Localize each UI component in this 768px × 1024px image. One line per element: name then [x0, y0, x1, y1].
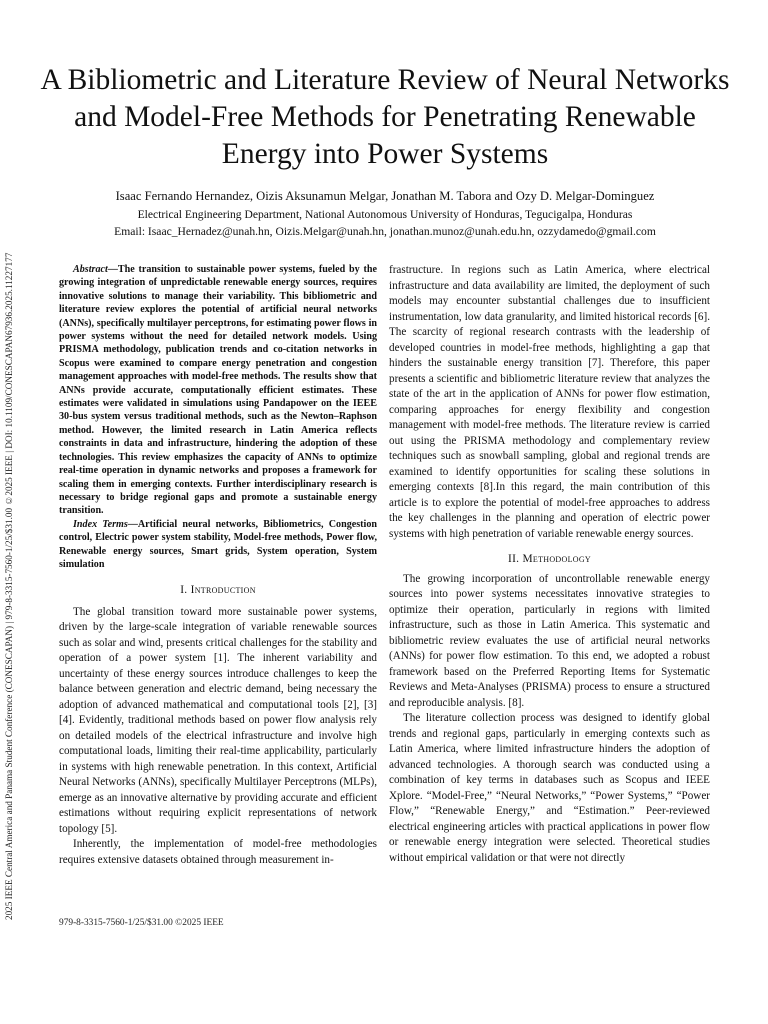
conference-doi-sidebar: 2025 IEEE Central America and Panama Student Conference (CONESCAPAN) | 979-8-3315-7560-1/25/$31.00 ©2025 IEEE | DOI: 10.1109/CONESCAPAN67936.2025.11227177: [4, 252, 14, 920]
index-terms: [59, 518, 377, 572]
affiliation: Electrical Engineering Department, National Autonomous University of Honduras, Tegucigalpa, Honduras: [137, 208, 633, 221]
methodology-paragraph-1: The growing incorporation of uncontrollable renewable energy sources into power systems necessitates innovative strategies to optimize their operation, particularly in regions with limited infrastructure, such as those in Latin America. This systematic and bibliometric review evaluates the use of artificial neural networks (ANNs) for power flow estimation. To this end, we adopted a robust framework based on the Preferred Reporting Items for Systematic Reviews and Meta-Analyses (PRISMA) process to ensure a structured and reproducible analysis. [8].: [389, 572, 710, 709]
section-heading-introduction: I. Introduction: [180, 584, 256, 597]
author-emails: Email: Isaac_Hernadez@unah.hn, Oizis.Melgar@unah.hn, jonathan.munoz@unah.edu.hn, ozzydamedo@gmail.com: [114, 225, 656, 238]
right-column: [389, 263, 710, 866]
paper-title: A Bibliometric and Literature Review of Neural Networks and Model-Free Methods for Penetrating Renewable Energy into Power Systems: [40, 64, 730, 170]
abstract: [59, 263, 377, 518]
methodology-paragraph-2: The literature collection process was designed to identify global trends and regional gaps, particularly in emerging contexts such as Latin America, where limited infrastructure hinders the adoption of advanced technologies. A thorough search was conducted using a combination of key terms in databases such as Scopus and IEEE Xplore. “Model-Free,” “Neural Networks,” “Power Systems,” “Power Flow,” “Renewable Energy,” and “Estimation.” Peer-reviewed electrical engineering articles with practical applications in power flow or renewable energy integration were selected. Theoretical studies without empirical validation or that were not directly: [389, 712, 710, 864]
intro-paragraph-continued: frastructure. In regions such as Latin America, where electrical infrastructure and data availability are limited, the deployment of such models may encounter substantial challenges due to insufficient instrumentation, low data granularity, and limited historical records [6]. The scarcity of regional research contrasts with the leadership of developed countries in model-free methods, highlighting a gap that hinders the sustainable energy transition [7]. Therefore, this paper presents a scientific and bibliometric literature review that analyzes the state of the art in the application of ANNs for power flow estimation, comparing approaches for energy flexibility and congestion management with model-free methods. The literature review is carried out using the PRISMA methodology and complementary review techniques such as snowball sampling, global and regional trends are examined to identify opportunities for scaling these solutions in emerging contexts [8].In this regard, the main contribution of this article is to explore the potential of model-free approaches to address the key challenges in the planning and operation of electric power systems with high penetration of variable renewable energy sources.: [389, 264, 710, 540]
copyright-footer: 979-8-3315-7560-1/25/$31.00 ©2025 IEEE: [59, 918, 224, 928]
index-terms-text: —Artificial neural networks, Bibliometrics, Congestion control, Electric power system stability, Model-free methods, Power flow, Renewable energy sources, Smart grids, System operation, System simulation: [59, 518, 377, 570]
left-column: [59, 263, 377, 868]
intro-paragraph-1: The global transition toward more sustainable power systems, driven by the large-scale integration of variable renewable sources such as solar and wind, presents critical challenges for the stability and operation of a power system [1]. The inherent variability and uncertainty of these energy sources introduce challenges to keep the balance between generation and electric demand, being necessary the adoption of advanced mathematical and computational tools [2], [3] [4]. Evidently, traditional methods based on power flow analysis rely on detailed models of the electrical infrastructure and involve high computational loads, limiting their real-time applicability, particularly in systems with high renewable penetration. In this context, Artificial Neural Networks (ANNs), specifically Multilayer Perceptrons (MLPs), emerge as an innovative alternative by providing accurate and efficient estimations without requiring explicit representations of network topology [5].: [59, 605, 377, 835]
abstract-text: —The transition to sustainable power systems, fueled by the growing integration of unpredictable renewable energy sources, requires innovative solutions to manage their variability. This bibliometric and literature review explores the potential of artificial neural networks (ANNs), specifically multilayer perceptrons, for estimating power flows in power systems without the need for detailed network models. Using PRISMA methodology, publication trends and co-citation networks in Scopus were examined to compare energy penetration and congestion management approaches with model-free methods. The results show that ANNs provide accurate, computationally efficient estimates. These estimates were validated in simulations using Pandapower on the IEEE 30-bus system versus traditional methods, such as the Newton–Raphson method. However, the limited research in Latin America reflects constraints in data and infrastructure, hindering the adoption of these technologies. This review emphasizes the capacity of ANNs to optimize real-time operation in dynamic networks and proposes a framework for scaling them in emerging contexts. Further interdisciplinary research is necessary to bridge regional gaps and promote a sustainable energy transition.: [59, 264, 377, 517]
section-heading-methodology: II. Methodology: [507, 553, 591, 565]
abstract-label: Abstract: [73, 264, 108, 275]
author-list: Isaac Fernando Hernandez, Oizis Aksunamun Melgar, Jonathan M. Tabora and Ozy D. Melgar-Dominguez: [115, 189, 655, 203]
intro-paragraph-2: Inherently, the implementation of model-free methodologies requires extensive datasets obtained through measurement in-: [59, 838, 377, 866]
index-terms-label: Index Terms: [73, 518, 128, 530]
